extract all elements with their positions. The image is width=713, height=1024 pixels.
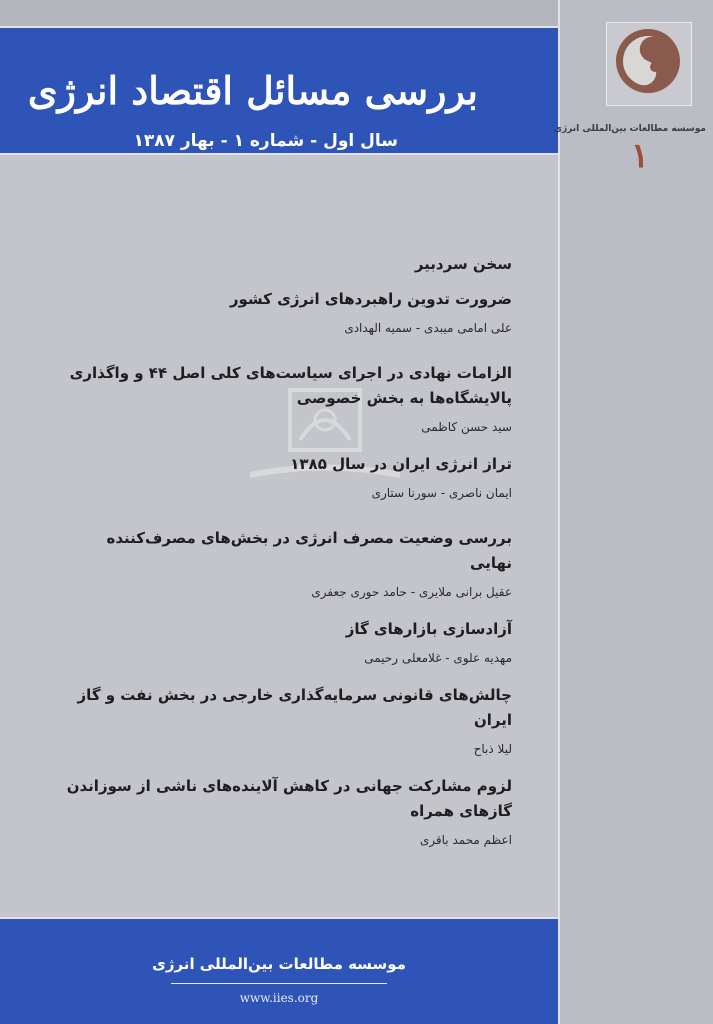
toc-item: [60, 287, 512, 335]
cover-top-strip: [0, 0, 558, 26]
toc-item: [60, 452, 512, 500]
toc-item: [60, 361, 512, 434]
logo-box: [606, 22, 692, 106]
header-band: [0, 26, 558, 155]
issue-line: سال اول - شماره ۱ - بهار ۱۳۸۷: [133, 131, 398, 151]
publisher-name: موسسه مطالعات بین‌المللی انرژی: [152, 955, 406, 973]
website-url: www.iies.org: [239, 991, 319, 1005]
footer-divider: [171, 983, 387, 984]
article-title: ضرورت تدوین راهبردهای انرژی کشور: [229, 290, 512, 308]
toc-item: [60, 683, 512, 756]
article-title: تراز انرژی ایران در سال ۱۳۸۵: [290, 455, 512, 473]
article-authors: عقیل برانی ملایری - حامد حوری جعفری: [311, 585, 512, 599]
article-authors: لیلا ذباح: [473, 742, 512, 756]
article-title: آزادسازی بازارهای گاز: [345, 620, 512, 638]
article-authors: ایمان ناصری - سورنا ستاری: [371, 486, 512, 500]
toc-item: [60, 526, 512, 599]
article-authors: سید حسن کاظمی: [421, 420, 512, 434]
article-title: لزوم مشارکت جهانی در کاهش آلاینده‌های ناشی از سوزاندن گازهای همراه: [66, 777, 512, 820]
spine-publisher: موسسه مطالعات بین‌المللی انرژی: [553, 124, 706, 134]
spine-issue-number: ۱: [630, 136, 650, 176]
institute-logo-icon: [607, 23, 691, 105]
article-authors: اعظم محمد باقری: [419, 833, 512, 847]
article-title: بررسی وضعیت مصرف انرژی در بخش‌های مصرف‌کننده نهایی: [106, 529, 512, 572]
table-of-contents: [60, 255, 512, 865]
article-title: الزامات نهادی در اجرای سیاست‌های کلی اصل ۴۴ و واگذاری پالایشگاه‌ها به بخش خصوصی: [69, 364, 512, 407]
footer-band: [0, 917, 558, 1024]
article-title: چالش‌های قانونی سرمایه‌گذاری خارجی در بخش نفت و گاز ایران: [77, 686, 512, 729]
toc-item: [60, 774, 512, 847]
article-authors: مهدیه علوی - غلامعلی رحیمی: [364, 651, 512, 665]
toc-item: [60, 617, 512, 665]
section-heading: سخن سردبیر: [414, 255, 512, 273]
journal-title: بررسی مسائل اقتصاد انرژی: [27, 68, 478, 113]
article-authors: علی امامی میبدی - سمیه الهدادی: [344, 321, 512, 335]
